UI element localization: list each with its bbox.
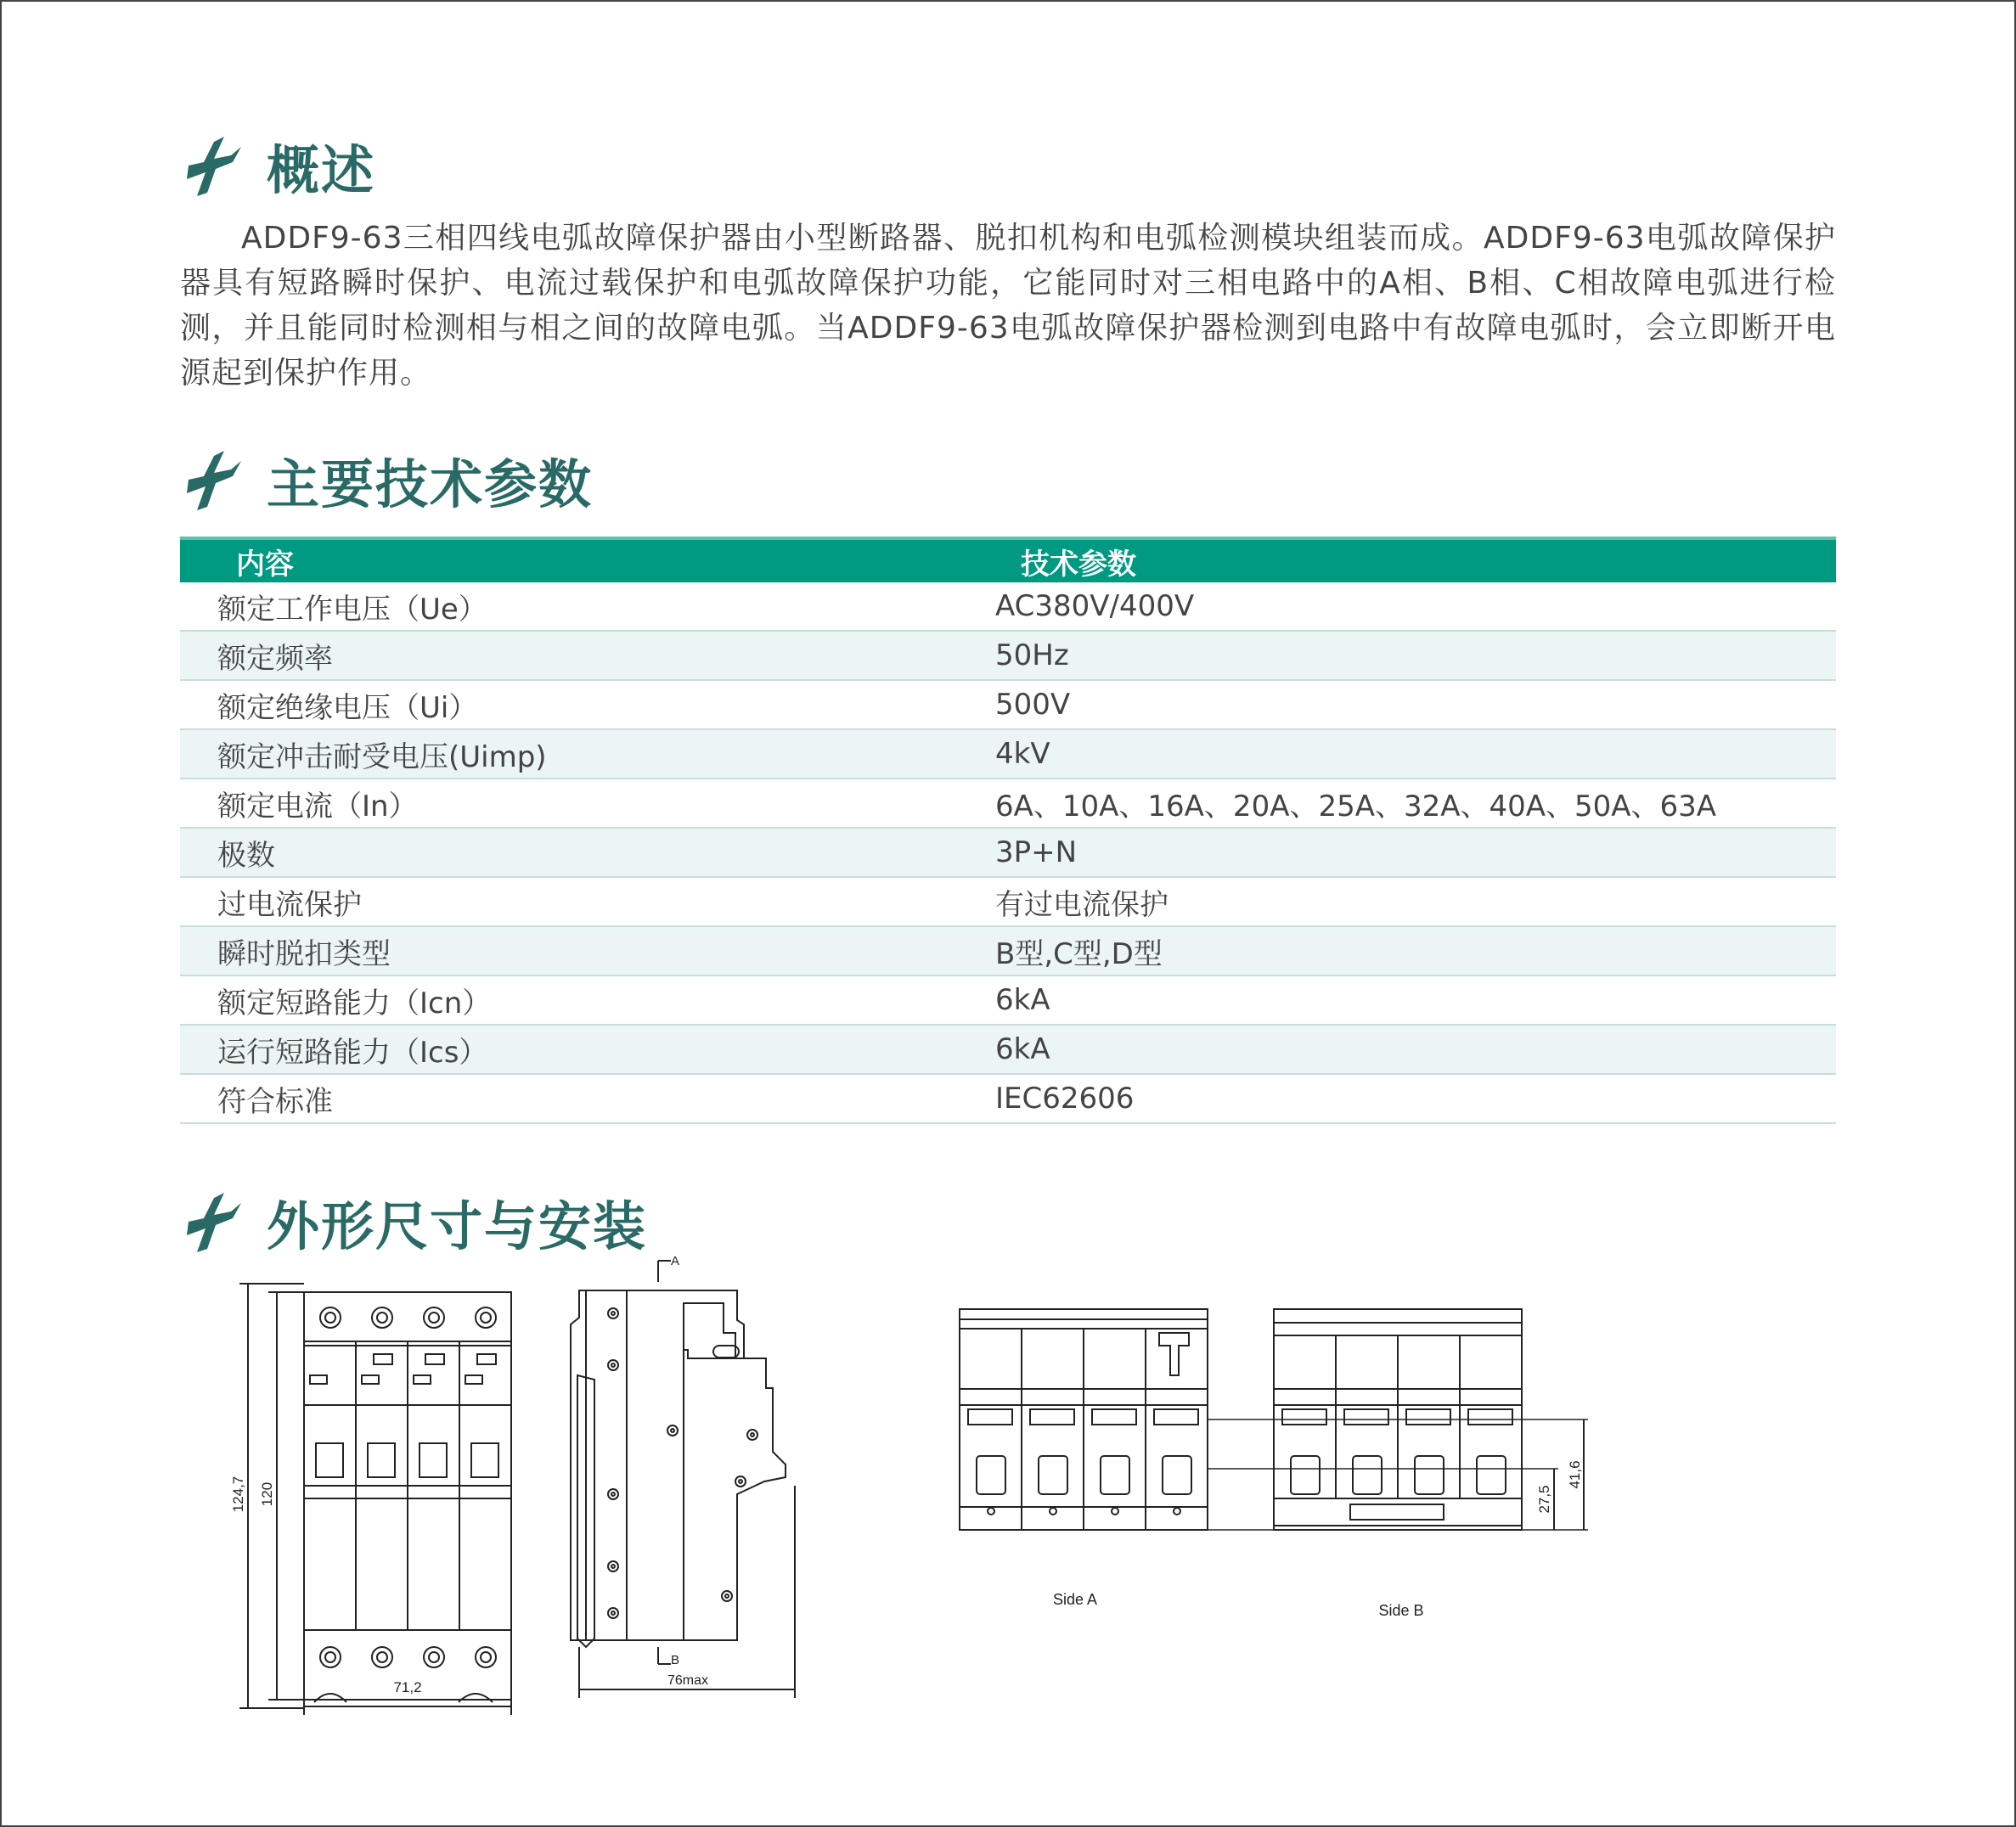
param-value: B型,C型,D型 (995, 926, 1836, 975)
table-row (180, 926, 1836, 975)
param-name: 极数 (180, 828, 995, 877)
side-b-label: Side B (1378, 1602, 1424, 1619)
param-value: 6kA (995, 1025, 1836, 1074)
overview-paragraph: ADDF9-63三相四线电弧故障保护器由小型断路器、脱扣机构和电弧检测模块组装而成。ADDF9-63电弧故障保护器具有短路瞬时保护、电流过载保护和电弧故障保护功能，它能同时对三相电路中的A相、B相、C相故障电弧进行检测，并且能同时检测相与相之间的故障电弧。当ADDF9-63电弧故障保护器检测到电路中有故障电弧时，会立即断开电源起到保护作用。 (180, 221, 1836, 391)
column-header-content: 内容 (180, 538, 995, 582)
dim-body-height: 120 (259, 1481, 275, 1507)
param-value: 6A、10A、16A、20A、25A、32A、40A、50A、63A (995, 779, 1836, 828)
dim-41-6: 41,6 (1567, 1460, 1583, 1489)
dim-total-height: 124,7 (230, 1476, 246, 1513)
dimension-drawings (0, 1240, 2016, 1715)
param-name: 符合标准 (180, 1074, 995, 1123)
param-value: 4kV (995, 729, 1836, 779)
side-a-drawing (960, 1309, 1208, 1530)
param-name: 运行短路能力（Ics） (180, 1025, 995, 1074)
param-name: 额定频率 (180, 631, 995, 680)
section-marker-a: A (671, 1254, 680, 1268)
param-value: 3P+N (995, 828, 1836, 877)
table-row (180, 631, 1836, 680)
side-view-drawing (571, 1261, 795, 1698)
section-title: 概述 (267, 138, 376, 201)
table-row (180, 779, 1836, 828)
side-b-drawing (1208, 1309, 1588, 1530)
brand-logo-icon (180, 446, 248, 514)
param-value: AC380V/400V (995, 582, 1836, 631)
table-row (180, 582, 1836, 631)
front-view-drawing (239, 1284, 511, 1715)
brand-logo-icon (180, 132, 248, 200)
param-value: 500V (995, 680, 1836, 729)
section-header-overview (180, 127, 375, 204)
param-value: IEC62606 (995, 1074, 1836, 1123)
dim-side-depth: 76max (667, 1673, 709, 1688)
dim-27-5: 27,5 (1536, 1485, 1552, 1514)
param-name: 过电流保护 (180, 877, 995, 926)
table-row (180, 877, 1836, 926)
param-name: 额定电流（In） (180, 779, 995, 828)
spec-table (180, 537, 1836, 1124)
table-row (180, 680, 1836, 729)
section-title: 外形尺寸与安装 (267, 1195, 648, 1257)
param-value: 50Hz (995, 631, 1836, 680)
side-a-label: Side A (1052, 1591, 1098, 1608)
param-name: 额定工作电压（Ue） (180, 582, 995, 631)
param-name: 额定绝缘电压（Ui） (180, 680, 995, 729)
table-row (180, 729, 1836, 779)
table-row (180, 1025, 1836, 1074)
section-header-specs (180, 441, 593, 518)
section-marker-b: B (671, 1653, 680, 1667)
dim-front-width: 71,2 (393, 1679, 422, 1695)
param-name: 额定短路能力（Icn） (180, 975, 995, 1025)
param-name: 瞬时脱扣类型 (180, 926, 995, 975)
param-value: 6kA (995, 975, 1836, 1025)
table-row (180, 1074, 1836, 1123)
param-value: 有过电流保护 (995, 877, 1836, 926)
section-title: 主要技术参数 (267, 453, 594, 515)
table-header-row (180, 538, 1836, 582)
table-row (180, 975, 1836, 1025)
column-header-params: 技术参数 (995, 538, 1836, 582)
table-row (180, 828, 1836, 877)
param-name: 额定冲击耐受电压(Uimp) (180, 729, 995, 779)
